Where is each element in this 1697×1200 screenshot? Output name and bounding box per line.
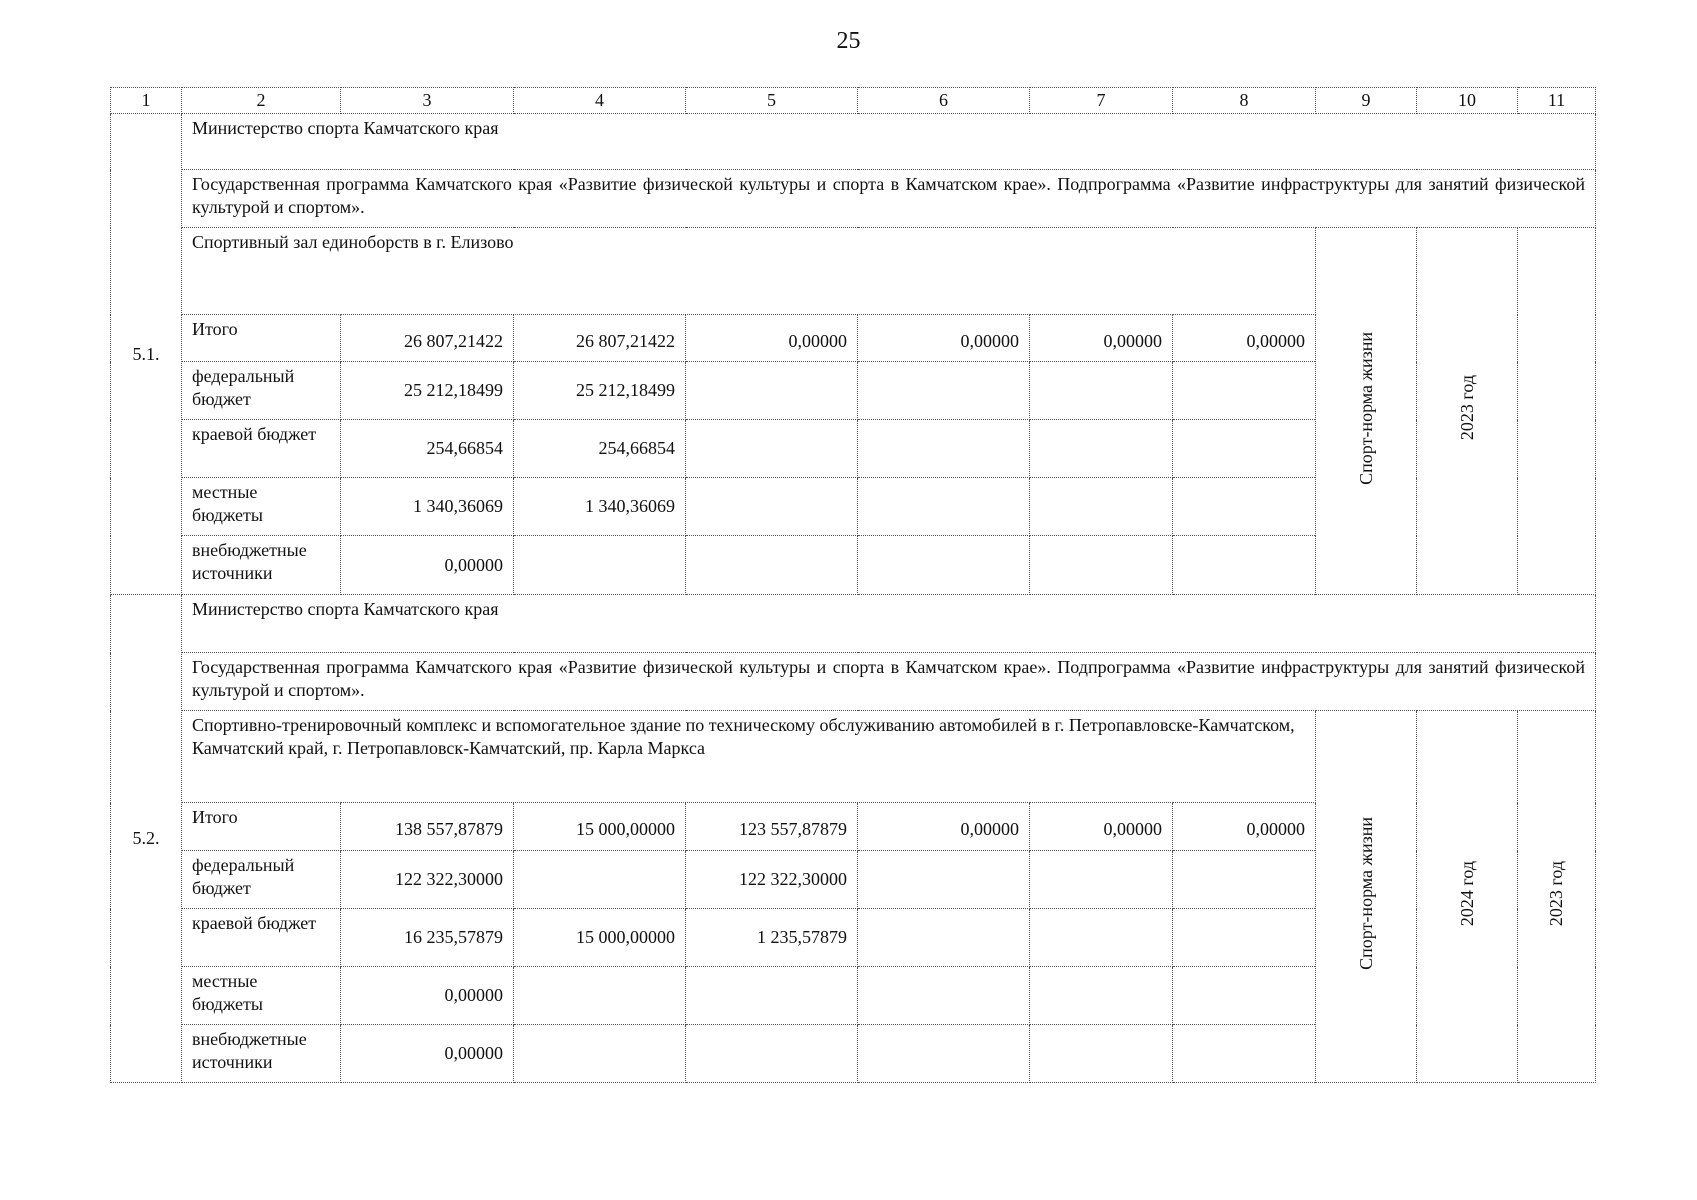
value-cell (1030, 851, 1173, 909)
value-cell: 0,00000 (341, 1025, 514, 1083)
year-cell: 2023 год (1417, 228, 1518, 595)
value-cell: 26 807,21422 (514, 315, 686, 362)
value-cell: 0,00000 (1030, 315, 1173, 362)
row-label: Итого (182, 803, 341, 851)
year-cell-secondary: 2023 год (1518, 711, 1596, 1083)
value-cell (1173, 420, 1316, 478)
row-label: внебюджетные источники (182, 1025, 341, 1083)
column-header: 3 (341, 88, 514, 114)
value-cell (1173, 478, 1316, 536)
value-cell (858, 362, 1030, 420)
value-cell: 15 000,00000 (514, 909, 686, 967)
value-cell (1173, 851, 1316, 909)
column-header: 7 (1030, 88, 1173, 114)
value-cell (686, 1025, 858, 1083)
value-cell: 0,00000 (341, 536, 514, 595)
value-cell (858, 536, 1030, 595)
value-cell (686, 420, 858, 478)
value-cell: 25 212,18499 (341, 362, 514, 420)
object-name: Спортивный зал единоборств в г. Елизово (182, 228, 1316, 315)
value-cell: 26 807,21422 (341, 315, 514, 362)
value-cell (858, 478, 1030, 536)
project-name-cell: Спорт-норма жизни (1316, 711, 1417, 1083)
program-row (111, 170, 1596, 228)
project-name-cell: Спорт-норма жизни (1316, 228, 1417, 595)
value-cell: 0,00000 (1030, 803, 1173, 851)
row-label: краевой бюджет (182, 420, 341, 478)
value-cell: 0,00000 (686, 315, 858, 362)
column-header: 11 (1518, 88, 1596, 114)
column-header-row (111, 88, 1596, 114)
column-header: 1 (111, 88, 182, 114)
column-header: 2 (182, 88, 341, 114)
value-cell (1173, 362, 1316, 420)
ministry-name: Министерство спорта Камчатского края (182, 595, 1596, 653)
value-cell: 1 235,57879 (686, 909, 858, 967)
object-name: Спортивно-тренировочный комплекс и вспомогательное здание по техническому обслуживанию автомобилей в г. Петропавловске-Камчатском, Камчатский край, г. Петропавловск-Камчатский, пр. Карла Маркса (182, 711, 1316, 803)
object-row (111, 228, 1596, 315)
value-cell (858, 909, 1030, 967)
year-cell-secondary (1518, 228, 1596, 595)
value-cell: 122 322,30000 (341, 851, 514, 909)
budget-table (110, 87, 1596, 1083)
row-label: федеральный бюджет (182, 362, 341, 420)
value-cell (1173, 536, 1316, 595)
value-cell (686, 478, 858, 536)
value-cell (686, 967, 858, 1025)
value-cell (686, 362, 858, 420)
section-id: 5.2. (111, 595, 182, 1083)
row-label: внебюджетные источники (182, 536, 341, 595)
object-row (111, 711, 1596, 803)
value-cell: 0,00000 (858, 315, 1030, 362)
value-cell: 0,00000 (858, 803, 1030, 851)
value-cell: 138 557,87879 (341, 803, 514, 851)
row-label: федеральный бюджет (182, 851, 341, 909)
value-cell (858, 967, 1030, 1025)
column-header: 9 (1316, 88, 1417, 114)
value-cell (1173, 967, 1316, 1025)
value-cell: 15 000,00000 (514, 803, 686, 851)
value-cell (1030, 1025, 1173, 1083)
value-cell: 1 340,36069 (341, 478, 514, 536)
value-cell: 1 340,36069 (514, 478, 686, 536)
ministry-row (111, 114, 1596, 170)
row-label: краевой бюджет (182, 909, 341, 967)
value-cell (858, 420, 1030, 478)
value-cell: 0,00000 (1173, 803, 1316, 851)
value-cell (514, 536, 686, 595)
column-header: 6 (858, 88, 1030, 114)
column-header: 8 (1173, 88, 1316, 114)
year-cell: 2024 год (1417, 711, 1518, 1083)
program-row (111, 653, 1596, 711)
row-label: Итого (182, 315, 341, 362)
value-cell (1030, 909, 1173, 967)
value-cell (514, 1025, 686, 1083)
row-label: местные бюджеты (182, 967, 341, 1025)
section-id: 5.1. (111, 114, 182, 595)
column-header: 10 (1417, 88, 1518, 114)
value-cell (1030, 536, 1173, 595)
page-number: 25 (836, 28, 861, 54)
value-cell (1173, 909, 1316, 967)
value-cell: 123 557,87879 (686, 803, 858, 851)
value-cell: 122 322,30000 (686, 851, 858, 909)
value-cell: 254,66854 (341, 420, 514, 478)
value-cell (1173, 1025, 1316, 1083)
column-header: 4 (514, 88, 686, 114)
ministry-name: Министерство спорта Камчатского края (182, 114, 1596, 170)
value-cell (858, 851, 1030, 909)
program-name: Государственная программа Камчатского края «Развитие физической культуры и спорта в Камчатском крае». Подпрограмма «Развитие инфраструктуры для занятий физической культурой и спортом». (182, 653, 1596, 711)
ministry-row (111, 595, 1596, 653)
value-cell (1030, 967, 1173, 1025)
program-name: Государственная программа Камчатского края «Развитие физической культуры и спорта в Камчатском крае». Подпрограмма «Развитие инфраструктуры для занятий физической культурой и спортом». (182, 170, 1596, 228)
row-label: местные бюджеты (182, 478, 341, 536)
value-cell: 0,00000 (1173, 315, 1316, 362)
value-cell: 254,66854 (514, 420, 686, 478)
value-cell (858, 1025, 1030, 1083)
value-cell (1030, 362, 1173, 420)
value-cell (514, 967, 686, 1025)
value-cell: 16 235,57879 (341, 909, 514, 967)
value-cell (686, 536, 858, 595)
column-header: 5 (686, 88, 858, 114)
value-cell (1030, 478, 1173, 536)
value-cell (514, 851, 686, 909)
value-cell: 0,00000 (341, 967, 514, 1025)
value-cell (1030, 420, 1173, 478)
value-cell: 25 212,18499 (514, 362, 686, 420)
